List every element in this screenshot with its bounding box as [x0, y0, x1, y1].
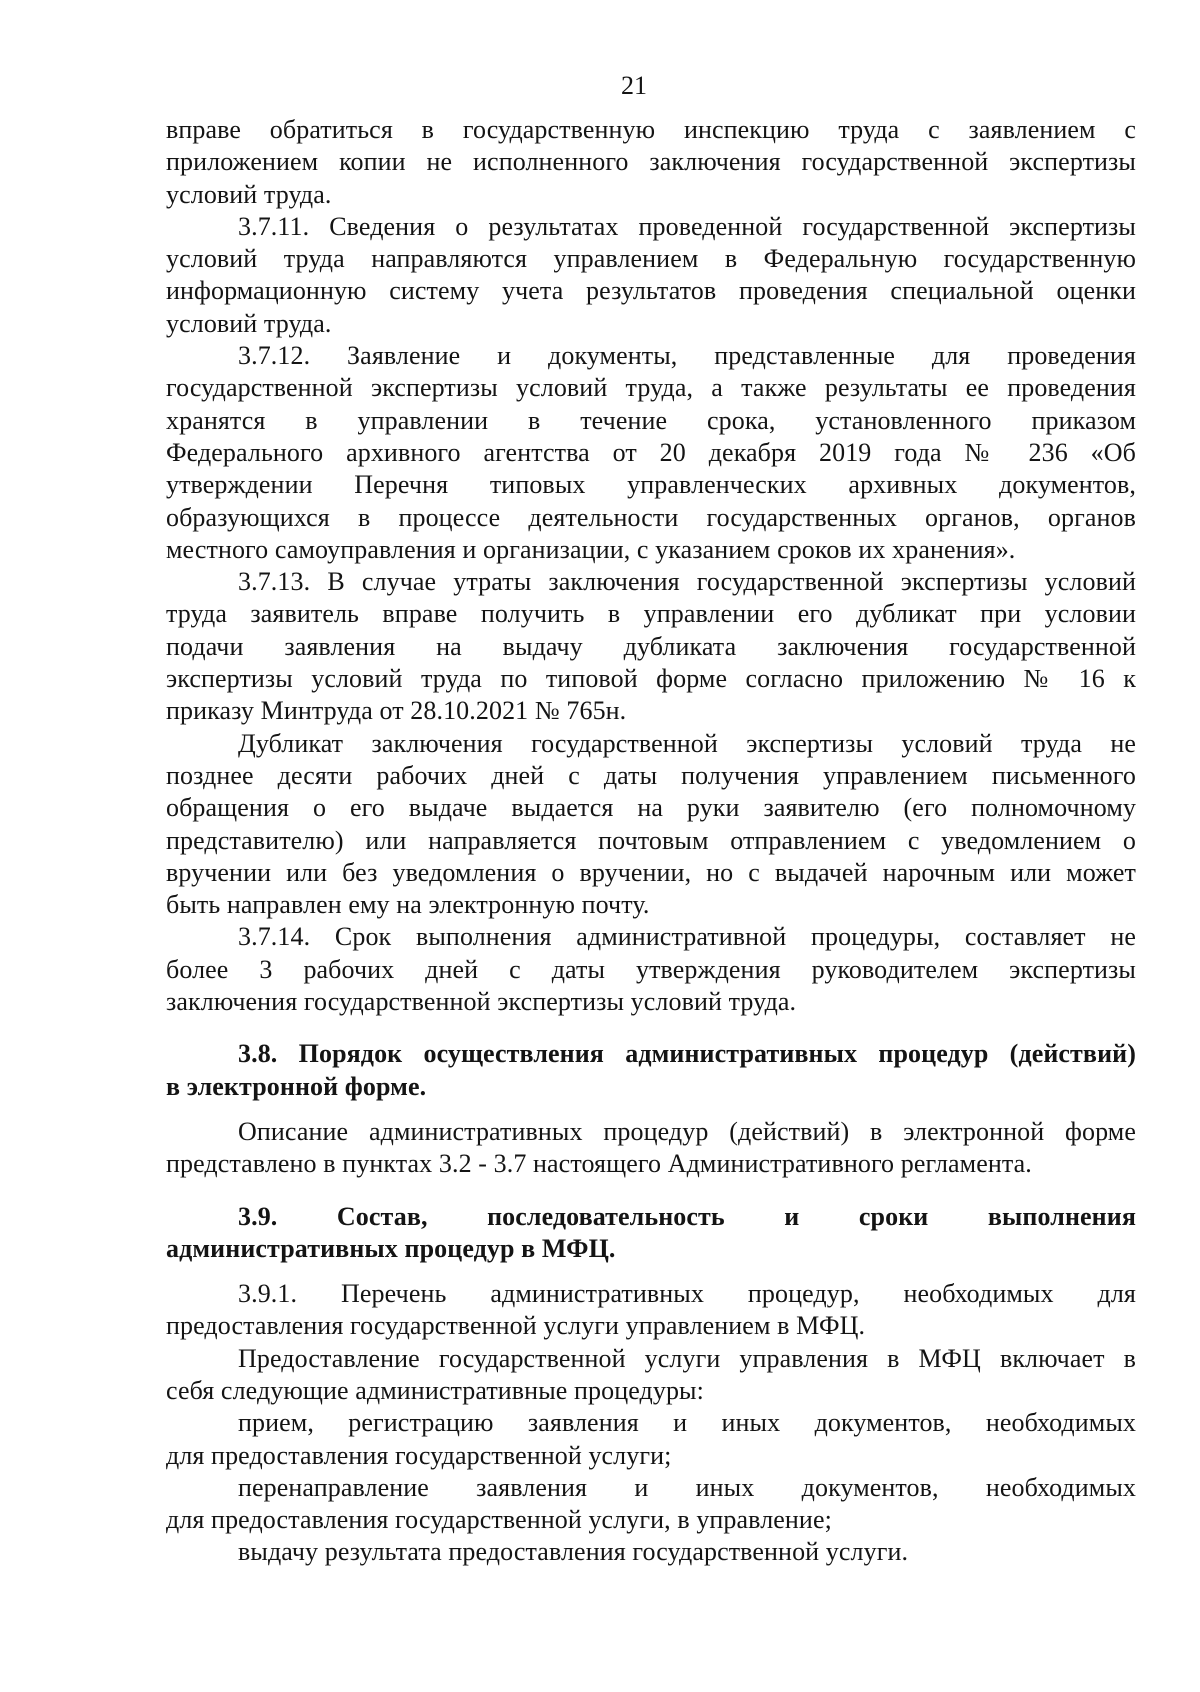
text-line: быть направлен ему на электронную почту.	[166, 890, 650, 920]
paragraph-duplicate	[166, 728, 1136, 922]
paragraph-mfc-procedures	[166, 1343, 1136, 1408]
list-item-redirect	[166, 1472, 1136, 1537]
heading-line: 3.9. Состав, последовательность и сроки выполнения	[238, 1201, 1136, 1231]
text-line: подачи заявления на выдачу дубликата заключения государственной	[166, 631, 1136, 661]
text-line: приложением копии не исполненного заключения государственной экспертизы	[166, 147, 1136, 177]
text-line: информационную систему учета результатов проведения специальной оценки	[166, 276, 1136, 306]
paragraph-3-7-13	[166, 566, 1136, 727]
paragraph-3-8-body	[166, 1116, 1136, 1181]
heading-line: в электронной форме.	[166, 1071, 427, 1101]
text-line: 3.7.11. Сведения о результатах проведенной государственной экспертизы	[238, 211, 1136, 241]
text-line: Предоставление государственной услуги управления в МФЦ включает в	[238, 1343, 1136, 1373]
paragraph-3-7-14	[166, 921, 1136, 1018]
text-line: условий труда.	[166, 179, 332, 209]
text-line: хранятся в управлении в течение срока, установленного приказом	[166, 405, 1136, 435]
list-item-issue-result	[166, 1536, 1136, 1568]
text-line: выдачу результата предоставления государственной услуги.	[238, 1537, 909, 1567]
paragraph-continuation	[166, 114, 1136, 211]
text-line: утверждении Перечня типовых управленческих архивных документов,	[166, 470, 1136, 500]
text-line: 3.9.1. Перечень административных процедур, необходимых для	[238, 1279, 1136, 1309]
text-line: местного самоуправления и организации, с указанием сроков их хранения».	[166, 534, 1016, 564]
text-line: труда заявитель вправе получить в управлении его дубликат при условии	[166, 599, 1136, 629]
page-number: 21	[621, 71, 647, 100]
text-line: экспертизы условий труда по типовой форме согласно приложению № 16 к	[166, 664, 1136, 694]
paragraph-3-7-11	[166, 211, 1136, 340]
text-line: более 3 рабочих дней с даты утверждения руководителем экспертизы	[166, 954, 1136, 984]
text-line: перенаправление заявления и иных документов, необходимых	[238, 1472, 1136, 1502]
paragraph-3-9-1	[166, 1278, 1136, 1343]
text-line: вправе обратиться в государственную инспекцию труда с заявлением с	[166, 115, 1136, 144]
text-line: 3.7.12. Заявление и документы, представленные для проведения	[238, 341, 1136, 371]
page-content	[166, 58, 1136, 1569]
text-line: для предоставления государственной услуги;	[166, 1440, 672, 1470]
text-line: 3.7.13. В случае утраты заключения государственной экспертизы условий	[238, 567, 1136, 597]
section-heading-3-8	[166, 1038, 1136, 1103]
paragraph-3-7-12	[166, 340, 1136, 566]
text-line: 3.7.14. Срок выполнения административной процедуры, составляет не	[238, 922, 1136, 952]
text-line: приказу Минтруда от 28.10.2021 № 765н.	[166, 696, 627, 726]
text-line: условий труда направляются управлением в Федеральную государственную	[166, 244, 1136, 274]
text-line: Описание административных процедур (действий) в электронной форме	[238, 1116, 1136, 1146]
text-line: государственной экспертизы условий труда, а также результаты ее проведения	[166, 373, 1136, 403]
text-line: предоставления государственной услуги управлением в МФЦ.	[166, 1311, 866, 1341]
text-line: себя следующие административные процедуры:	[166, 1375, 704, 1405]
heading-line: административных процедур в МФЦ.	[166, 1233, 616, 1263]
heading-line: 3.8. Порядок осуществления административных процедур (действий)	[238, 1039, 1136, 1069]
text-line: Федерального архивного агентства от 20 декабря 2019 года № 236 «Об	[166, 437, 1136, 467]
text-line: представителю) или направляется почтовым отправлением с уведомлением о	[166, 825, 1136, 855]
text-line: образующихся в процессе деятельности государственных органов, органов	[166, 502, 1136, 532]
text-line: Дубликат заключения государственной экспертизы условий труда не	[238, 728, 1136, 758]
text-line: представлено в пунктах 3.2 - 3.7 настоящего Административного регламента.	[166, 1149, 1032, 1179]
text-line: обращения о его выдаче выдается на руки заявителю (его полномочному	[166, 793, 1136, 823]
text-line: позднее десяти рабочих дней с даты получения управлением письменного	[166, 760, 1136, 790]
list-item-reception	[166, 1407, 1136, 1472]
text-line: условий труда.	[166, 308, 332, 338]
text-line: заключения государственной экспертизы условий труда.	[166, 987, 797, 1017]
text-line: прием, регистрацию заявления и иных документов, необходимых	[238, 1408, 1136, 1438]
text-line: вручении или без уведомления о вручении, но с выдачей нарочным или может	[166, 857, 1136, 887]
text-line: для предоставления государственной услуги, в управление;	[166, 1505, 832, 1535]
section-heading-3-9	[166, 1201, 1136, 1266]
